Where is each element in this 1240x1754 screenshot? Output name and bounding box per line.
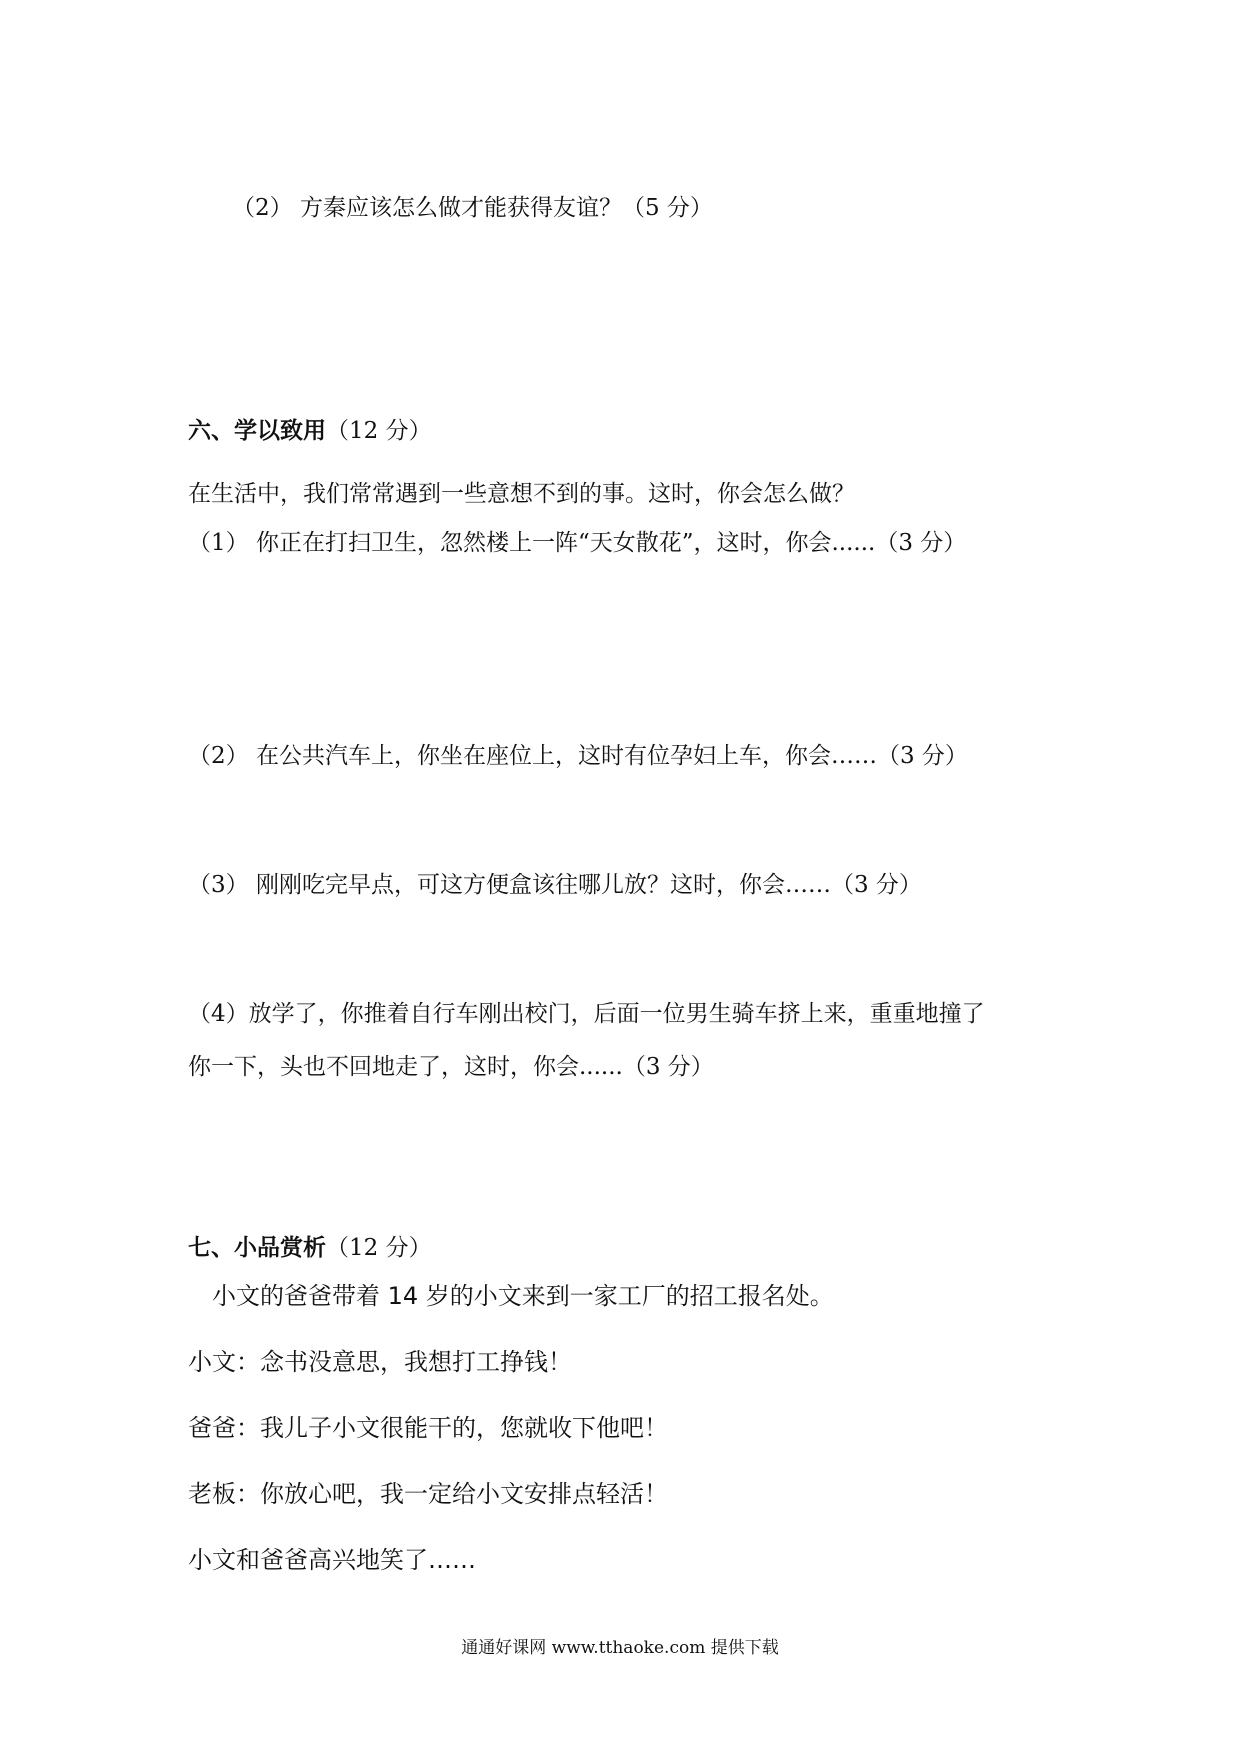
section6-question-4-line-2: 你一下，头也不回地走了，这时，你会......（3 分） <box>188 1054 714 1080</box>
section7-points: （12 分） <box>326 1235 432 1261</box>
section6-question-1: （1） 你正在打扫卫生，忽然楼上一阵“天女散花”，这时，你会......（3 分） <box>188 530 967 556</box>
dialogue-line-4: 小文和爸爸高兴地笑了…… <box>188 1546 476 1574</box>
section6-points: （12 分） <box>326 418 432 444</box>
section7-heading <box>188 1233 432 1263</box>
section7-title: 七、小品赏析 <box>188 1234 326 1261</box>
section7-intro: 小文的爸爸带着 14 岁的小文来到一家工厂的招工报名处。 <box>212 1282 834 1310</box>
page-footer: 通通好课网 www.tthaoke.com 提供下载 <box>461 1638 779 1658</box>
section6-title: 六、学以致用 <box>188 417 326 444</box>
section6-question-2: （2） 在公共汽车上，你坐在座位上，这时有位孕妇上车，你会……（3 分） <box>188 743 968 769</box>
dialogue-line-2: 爸爸：我儿子小文很能干的，您就收下他吧！ <box>188 1414 668 1442</box>
section6-intro: 在生活中，我们常常遇到一些意想不到的事。这时，你会怎么做？ <box>188 481 855 507</box>
dialogue-line-3: 老板：你放心吧，我一定给小文安排点轻活！ <box>188 1480 668 1508</box>
section6-question-4-line-1: （4）放学了，你推着自行车刚出校门，后面一位男生骑车挤上来，重重地撞了 <box>188 1001 985 1027</box>
section6-question-3: （3） 刚刚吃完早点，可这方便盒该往哪儿放？这时，你会……（3 分） <box>188 872 922 898</box>
section5-question-2: （2） 方秦应该怎么做才能获得友谊？（5 分） <box>232 195 713 221</box>
section6-heading <box>188 416 432 446</box>
dialogue-line-1: 小文：念书没意思，我想打工挣钱！ <box>188 1348 572 1376</box>
